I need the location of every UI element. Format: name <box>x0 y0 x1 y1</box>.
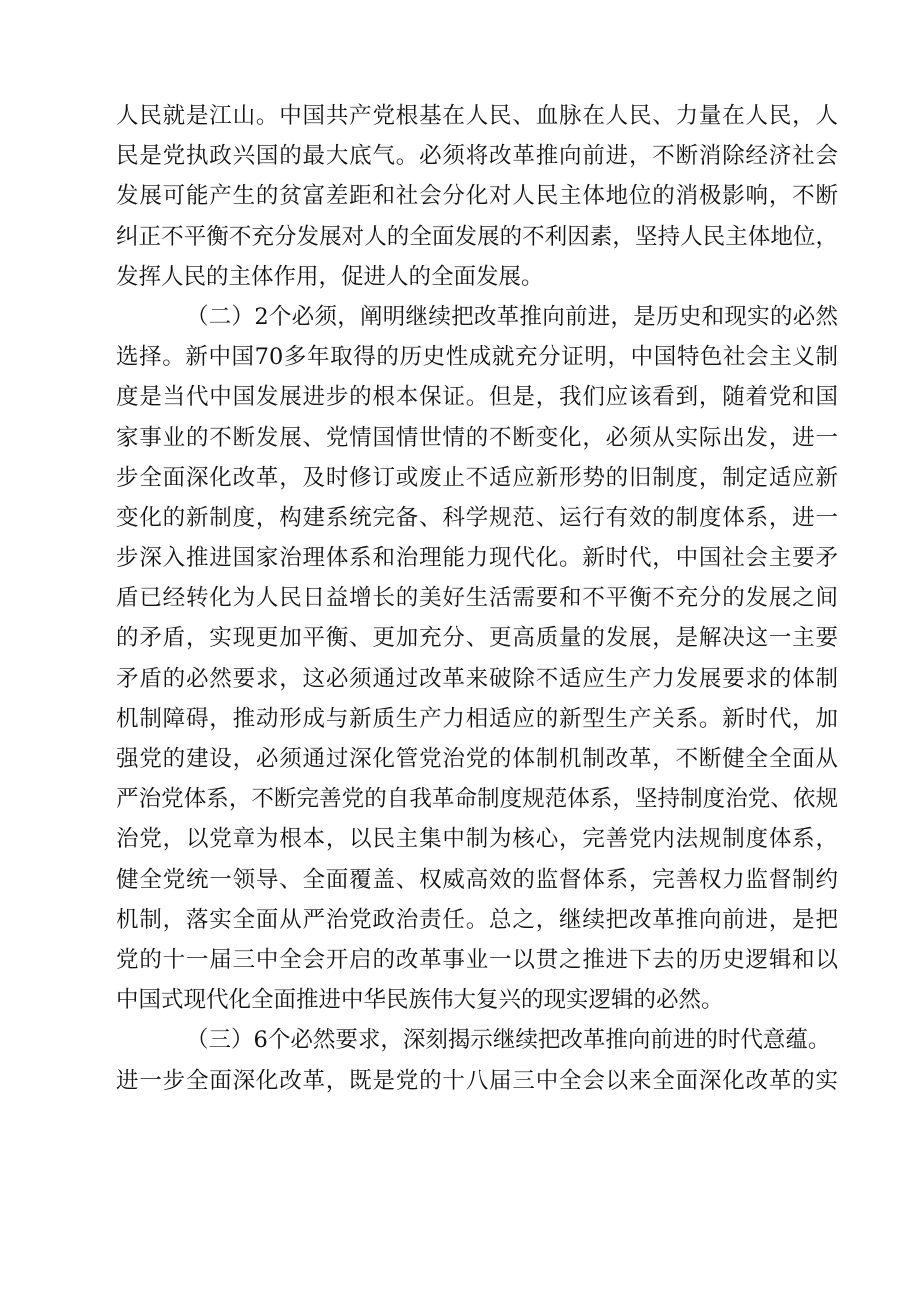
text-line: 矛盾的必然要求，这必须通过改革来破除不适应生产力发展要求的体制 <box>116 665 838 692</box>
text-line: 人民就是江山。中国共产党根基在人民、血脉在人民、力量在人民，人 <box>116 103 838 129</box>
text-line: 发展可能产生的贫富差距和社会分化对人民主体地位的消极影响，不断 <box>116 183 838 210</box>
text-line: 度是当代中国发展进步的根本保证。但是，我们应该看到，随着党和国 <box>116 384 838 411</box>
text-line: 的矛盾，实现更加平衡、更加充分、更高质量的发展，是解决这一主要 <box>116 625 838 652</box>
text-line: 纠正不平衡不充分发展对人的全面发展的不利因素，坚持人民主体地位， <box>116 223 838 250</box>
text-line: 机制，落实全面从严治党政治责任。总之，继续把改革推向前进，是把 <box>116 906 838 933</box>
body-text <box>116 96 838 1101</box>
text-line: 中国式现代化全面推进中华民族伟大复兴的现实逻辑的必然。 <box>116 987 724 1014</box>
text-line: 党的十一届三中全会开启的改革事业一以贯之推进下去的历史逻辑和以 <box>116 946 838 973</box>
text-line: 机制障碍，推动形成与新质生产力相适应的新型生产关系。新时代，加 <box>116 705 838 732</box>
text-line: 健全党统一领导、全面覆盖、权威高效的监督体系，完善权力监督制约 <box>116 866 838 893</box>
text-line: 强党的建设，必须通过深化管党治党的体制机制改革，不断健全全面从 <box>116 746 838 772</box>
text-line: 治党，以党章为根本，以民主集中制为核心，完善党内法规制度体系， <box>116 826 838 853</box>
text-line: 步全面深化改革，及时修订或废止不适应新形势的旧制度，制定适应新 <box>116 464 838 491</box>
text-line: 家事业的不断发展、党情国情世情的不断变化，必须从实际出发，进一 <box>116 424 838 451</box>
section-heading-line: （二）2个必须，阐明继续把改革推向前进，是历史和现实的必然 <box>186 303 838 330</box>
text-line: 严治党体系，不断完善党的自我革命制度规范体系，坚持制度治党、依规 <box>116 786 838 813</box>
text-line: 发挥人民的主体作用，促进人的全面发展。 <box>116 263 544 290</box>
text-line: 变化的新制度，构建系统完备、科学规范、运行有效的制度体系，进一 <box>116 504 838 531</box>
text-line: 民是党执政兴国的最大底气。必须将改革推向前进，不断消除经济社会 <box>116 143 838 170</box>
text-line: 进一步全面深化改革，既是党的十八届三中全会以来全面深化改革的实 <box>116 1067 838 1094</box>
section-heading-line: （三）6个必然要求，深刻揭示继续把改革推向前进的时代意蕴。 <box>186 1027 831 1054</box>
text-line: 选择。新中国70多年取得的历史性成就充分证明，中国特色社会主义制 <box>116 344 838 371</box>
text-line: 盾已经转化为人民日益增长的美好生活需要和不平衡不充分的发展之间 <box>116 585 838 612</box>
text-line: 步深入推进国家治理体系和治理能力现代化。新时代，中国社会主要矛 <box>116 545 838 572</box>
